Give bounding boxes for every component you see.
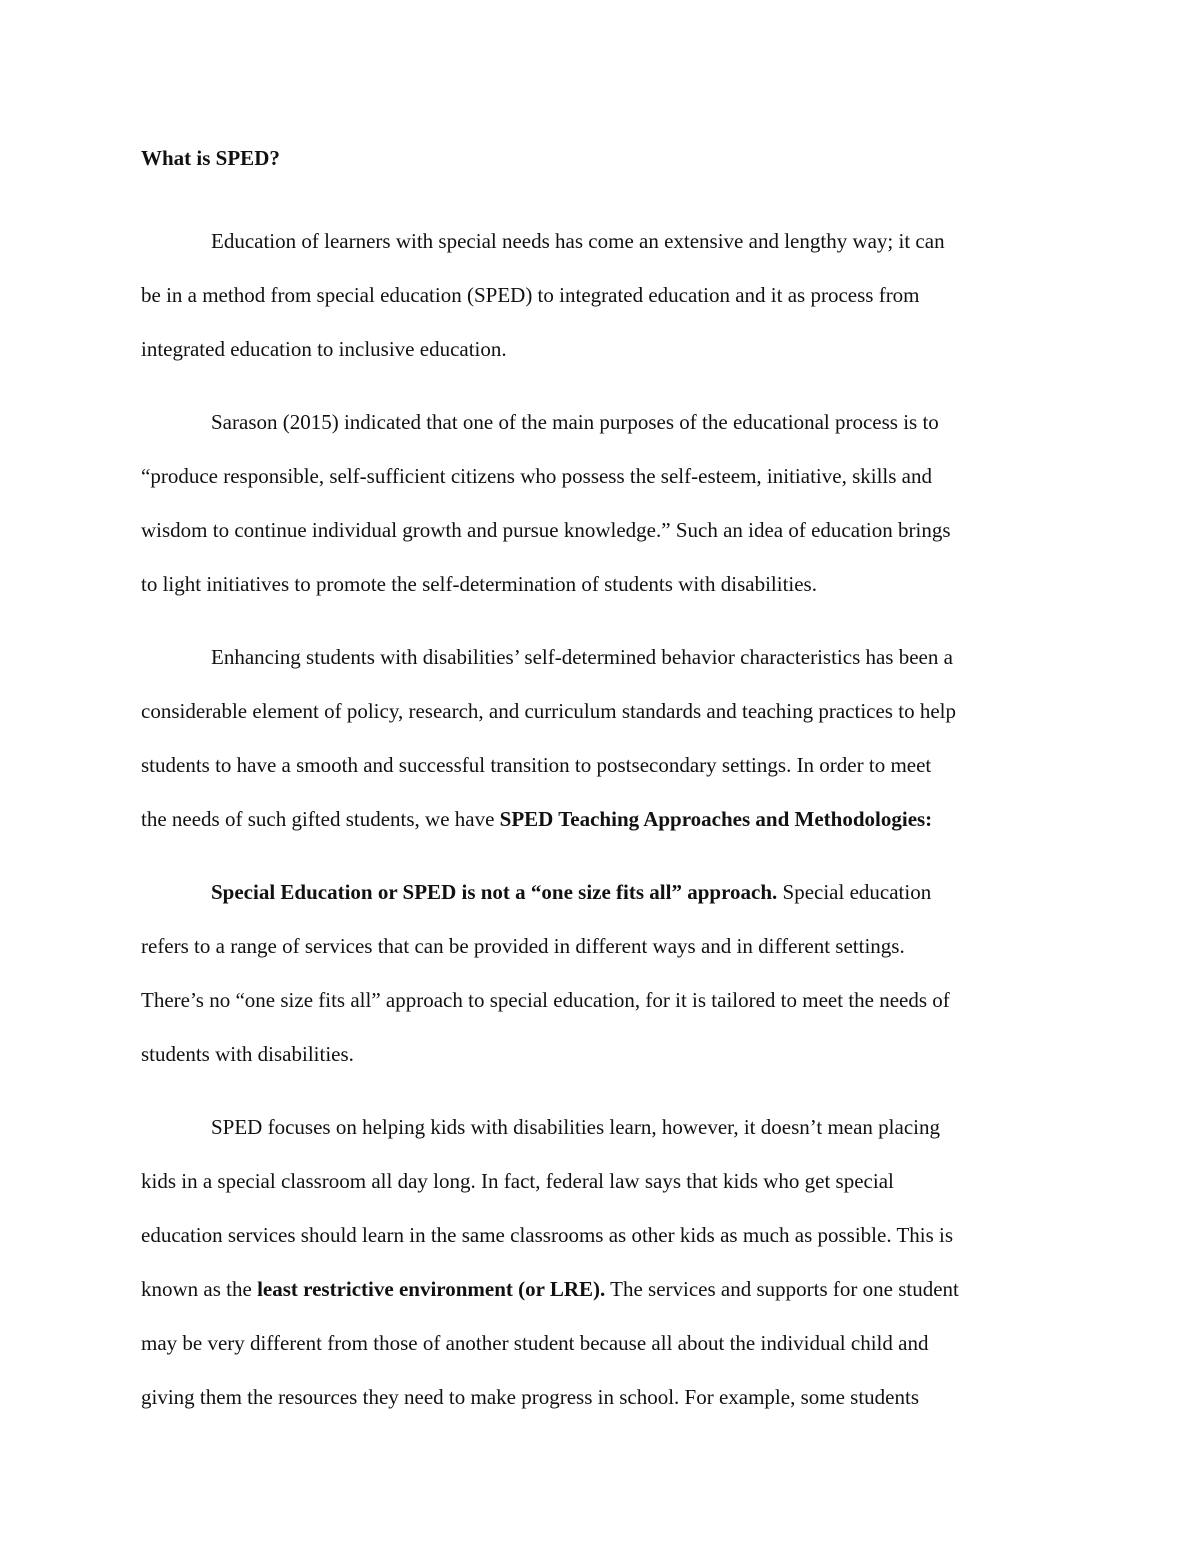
text-line — [141, 1027, 1071, 1081]
text-run: refers to a range of services that can be provided in different ways and in different settings. — [141, 934, 905, 958]
bold-text: SPED Teaching Approaches and Methodologies: — [499, 807, 933, 831]
document-body — [141, 214, 1071, 1443]
text-line — [141, 684, 1071, 738]
text-line — [141, 1154, 1071, 1208]
text-run: to light initiatives to promote the self-determination of students with disabilities. — [141, 572, 817, 596]
text-run: kids in a special classroom all day long. In fact, federal law says that kids who get special — [141, 1169, 894, 1193]
bold-text: Special Education or SPED is not a “one size fits all” approach. — [211, 880, 778, 904]
text-run: considerable element of policy, research, and curriculum standards and teaching practices to help — [141, 699, 956, 723]
text-run: be in a method from special education (SPED) to integrated education and it as process from — [141, 283, 920, 307]
text-line — [141, 268, 1071, 322]
text-line — [141, 503, 1071, 557]
text-line — [141, 630, 1071, 684]
text-run: giving them the resources they need to make progress in school. For example, some students — [141, 1385, 919, 1409]
text-run: “produce responsible, self-sufficient citizens who possess the self-esteem, initiative, skills and — [141, 464, 932, 488]
paragraph — [141, 214, 1071, 376]
text-line — [141, 919, 1071, 973]
text-line — [141, 973, 1071, 1027]
text-line — [141, 214, 1071, 268]
text-run: Enhancing students with disabilities’ self-determined behavior characteristics has been a — [211, 645, 953, 669]
text-run: There’s no “one size fits all” approach to special education, for it is tailored to meet the needs of — [141, 988, 950, 1012]
text-line — [141, 395, 1071, 449]
text-run: wisdom to continue individual growth and pursue knowledge.” Such an idea of education brings — [141, 518, 951, 542]
paragraph — [141, 1100, 1071, 1424]
text-line — [141, 557, 1071, 611]
text-line — [141, 1370, 1071, 1424]
text-run: the needs of such gifted students, we have — [141, 807, 500, 831]
text-line — [141, 449, 1071, 503]
text-run: Education of learners with special needs has come an extensive and lengthy way; it can — [211, 229, 945, 253]
text-run: Special education — [777, 880, 932, 904]
text-run: The services and supports for one student — [605, 1277, 959, 1301]
text-run: may be very different from those of another student because all about the individual child and — [141, 1331, 929, 1355]
text-run: education services should learn in the same classrooms as other kids as much as possible. This is — [141, 1223, 954, 1247]
text-line — [141, 1316, 1071, 1370]
text-run: known as the — [141, 1277, 258, 1301]
text-line — [141, 1100, 1071, 1154]
text-run: Sarason (2015) indicated that one of the main purposes of the educational process is to — [211, 410, 939, 434]
text-run: SPED focuses on helping kids with disabilities learn, however, it doesn’t mean placing — [211, 1115, 940, 1139]
text-run: students with disabilities. — [141, 1042, 354, 1066]
text-run: integrated education to inclusive education. — [141, 337, 507, 361]
text-run: students to have a smooth and successful transition to postsecondary settings. In order to meet — [141, 753, 932, 777]
bold-text: least restrictive environment (or LRE). — [257, 1277, 606, 1301]
text-line — [141, 792, 1071, 846]
text-line — [141, 738, 1071, 792]
document-title: What is SPED? — [141, 146, 280, 170]
text-line — [141, 1262, 1071, 1316]
text-line — [141, 865, 1071, 919]
paragraph — [141, 865, 1071, 1081]
text-line — [141, 322, 1071, 376]
paragraph — [141, 630, 1071, 846]
text-line — [141, 1208, 1071, 1262]
paragraph — [141, 395, 1071, 611]
